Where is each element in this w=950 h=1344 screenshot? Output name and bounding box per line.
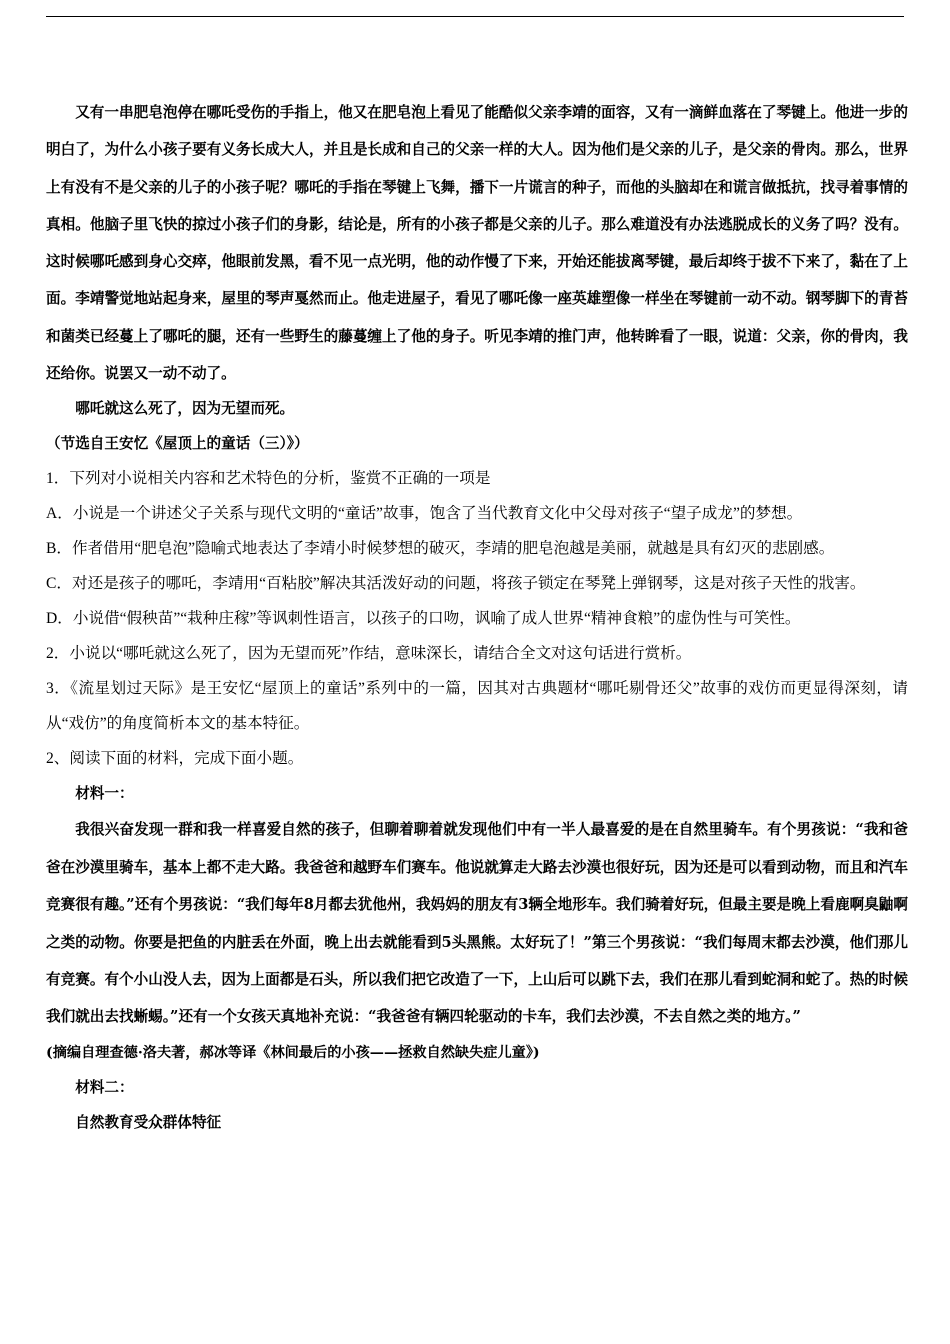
question-1-option-d: D．小说借“假秧苗”“栽种庄稼”等讽刺性语言，以孩子的口吻，讽喻了成人世界“精神食粮”的虚伪性与可笑性。 [46, 610, 801, 628]
story-paragraph-2: 哪吒就这么死了，因为无望而死。 [75, 400, 295, 418]
document-body [46, 94, 908, 1140]
material-1-label: 材料一： [75, 785, 134, 803]
question-3: 3．《流星划过天际》是王安忆“屋顶上的童话”系列中的一篇，因其对古典题材“哪吒剔骨还父”故事的戏仿而更显得深刻，请从“戏仿”的角度简析本文的基本特征。 [46, 680, 908, 733]
question-1-option-b: B．作者借用“肥皂泡”隐喻式地表达了李靖小时候梦想的破灭，李靖的肥皂泡越是美丽，就越是具有幻灭的悲剧感。 [46, 540, 835, 558]
story-paragraph-1: 又有一串肥皂泡停在哪吒受伤的手指上，他又在肥皂泡上看见了能酷似父亲李靖的面容，又有一滴鲜血落在了琴键上。他进一步的明白了，为什么小孩子要有义务长成大人，并且是长成和自己的父亲一样的大人。因为他们是父亲的儿子，是父亲的骨肉。那么，世界上有没有不是父亲的儿子的小孩子呢？哪吒的手指在琴键上飞舞，播下一片谎言的种子，而他的头脑却在和谎言做抵抗，找寻着事情的真相。他脑子里飞快的掠过小孩子们的身影，结论是，所有的小孩子都是父亲的儿子。那么难道没有办法逃脱成长的义务了吗？没有。这时候哪吒感到身心交瘁，他眼前发黑，看不见一点光明，他的动作慢了下来，开始还能拔离琴键，最后却终于拔不下来了，黏在了上面。李靖警觉地站起身来，屋里的琴声戛然而止。他走进屋子，看见了哪吒像一座英雄塑像一样坐在琴键前一动不动。钢琴脚下的青苔和菌类已经蔓上了哪吒的腿，还有一些野生的藤蔓缠上了他的身子。听见李靖的推门声，他转眸看了一眼，说道：父亲，你的骨肉，我还给你。说罢又一动不动了。 [46, 104, 908, 383]
section-2-heading: 2、阅读下面的材料，完成下面小题。 [46, 750, 304, 768]
header-rule [46, 16, 904, 17]
story-source: （节选自王安忆《屋顶上的童话（三）》） [46, 434, 309, 452]
material-2-title: 自然教育受众群体特征 [75, 1113, 222, 1131]
question-2: 2．小说以“哪吒就这么死了，因为无望而死”作结，意味深长，请结合全文对这句话进行赏析。 [46, 645, 692, 663]
material-1-text: 我很兴奋发现一群和我一样喜爱自然的孩子，但聊着聊着就发现他们中有一半人最喜爱的是在自然里骑车。有个男孩说：“我和爸爸在沙漠里骑车，基本上都不走大路。我爸爸和越野车们赛车。他说就算走大路去沙漠也很好玩，因为还是可以看到动物，而且和汽车竞赛很有趣。”还有个男孩说：“我们每年8月都去犹他州，我妈妈的朋友有3辆全地形车。我们骑着好玩，但最主要是晚上看鹿啊臭鼬啊之类的动物。你要是把鱼的内脏丢在外面，晚上出去就能看到5头黑熊。太好玩了！”第三个男孩说：“我们每周末都去沙漠，他们那儿有竞赛。有个小山没人去，因为上面都是石头，所以我们把它改造了一下，上山后可以跳下去，我们在那儿看到蛇洞和蛇了。热的时候我们就出去找蜥蜴。”还有一个女孩天真地补充说：“我爸爸有辆四轮驱动的卡车，我们去沙漠，不去自然之类的地方。” [46, 821, 908, 1026]
question-1-option-a: A．小说是一个讲述父子关系与现代文明的“童话”故事，饱含了当代教育文化中父母对孩子“望子成龙”的梦想。 [46, 505, 803, 523]
material-1-source: (摘编自理查德·洛夫著，郝冰等译《林间最后的小孩——拯救自然缺失症儿童》) [46, 1044, 540, 1061]
question-1-stem: 1．下列对小说相关内容和艺术特色的分析，鉴赏不正确的一项是 [46, 470, 491, 488]
material-2-label: 材料二： [75, 1078, 134, 1096]
question-1-option-c: C．对还是孩子的哪吒，李靖用“百粘胶”解决其活泼好动的问题，将孩子锁定在琴凳上弹钢琴，这是对孩子天性的戕害。 [46, 575, 866, 593]
